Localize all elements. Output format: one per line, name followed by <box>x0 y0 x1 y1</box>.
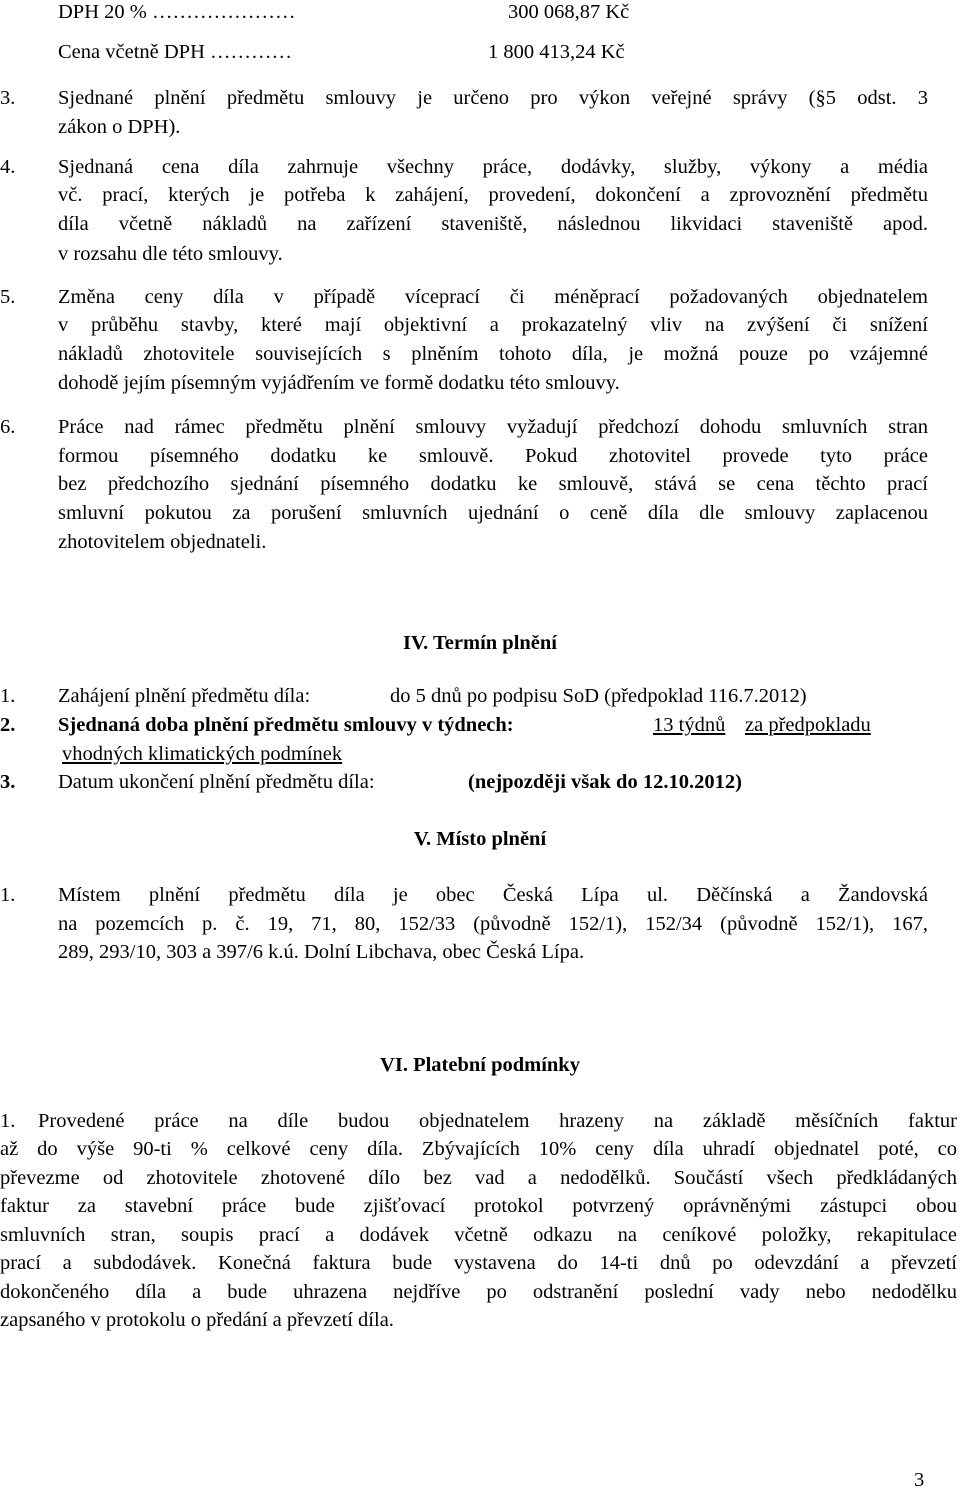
vat-label: DPH 20 % ………………… <box>58 1 296 23</box>
iv-item-1-number: 1. <box>0 685 16 707</box>
vi-item-1-line-3: převezme od zhotovitele zhotovené dílo bez vad a nedodělků. Součástí všech předkládaných <box>0 1167 957 1189</box>
vi-item-1-line-1: Provedené práce na díle budou objednatelem hrazeny na základě měsíčních faktur <box>38 1110 957 1132</box>
vi-item-1-line-6: prací a subdodávek. Konečná faktura bude vystavena do 14-ti dnů po odevzdání a převzetí <box>0 1252 957 1274</box>
v-item-1-line-3: 289, 293/10, 303 a 397/6 k.ú. Dolní Libchava, obec Česká Lípa. <box>58 941 585 963</box>
iv-item-2-number: 2. <box>0 714 16 736</box>
v-item-1-line-2: na pozemcích p. č. 19, 71, 80, 152/33 (původně 152/1), 152/34 (původně 152/1), 167, <box>58 913 928 935</box>
vi-item-1-line-4: faktur za stavební práce bude zjišťovací protokol potvrzený oprávněnými zástupci obou <box>0 1195 957 1217</box>
item-4-line-2: vč. prací, kterých je potřeba k zahájení, provedení, dokončení a zprovoznění předmětu <box>58 184 928 206</box>
item-4-line-4: v rozsahu dle této smlouvy. <box>58 243 283 265</box>
item-6-line-1: Práce nad rámec předmětu plnění smlouvy vyžadují předchozí dohodu smluvních stran <box>58 416 928 438</box>
item-4-number: 4. <box>0 156 16 178</box>
vi-item-1-number: 1. <box>0 1110 16 1132</box>
item-5-line-3: nákladů zhotovitele souvisejících s plněním tohoto díla, je možná pouze po vzájemné <box>58 343 928 365</box>
iv-item-3-label: Datum ukončení plnění předmětu díla: <box>58 771 375 793</box>
page-number: 3 <box>914 1469 925 1491</box>
iv-item-1-label: Zahájení plnění předmětu díla: <box>58 685 311 707</box>
vi-item-1-line-2: až do výše 90-ti % celkové ceny díla. Zbývajících 10% ceny díla uhradí objednatel poté, co <box>0 1138 957 1160</box>
item-6-number: 6. <box>0 416 16 438</box>
iv-item-3-value: (nejpozději však do 12.10.2012) <box>468 771 742 793</box>
total-value: 1 800 413,24 Kč <box>488 41 625 63</box>
item-3-line-2: zákon o DPH). <box>58 116 181 138</box>
item-3-line-1: Sjednané plnění předmětu smlouvy je určeno pro výkon veřejné správy (§5 odst. 3 <box>58 87 928 109</box>
section-v-heading: V. Místo plnění <box>413 828 547 850</box>
item-4-line-3: díla včetně nákladů na zařízení staveniště, následnou likvidaci staveniště apod. <box>58 213 928 235</box>
item-4-line-1: Sjednaná cena díla zahrnuje všechny práce, dodávky, služby, výkony a média <box>58 156 928 178</box>
vat-value: 300 068,87 Kč <box>508 1 630 23</box>
item-5-line-1: Změna ceny díla v případě víceprací či méněprací požadovaných objednatelem <box>58 286 928 308</box>
item-6-line-3: bez předchozího sjednání písemného dodatku ke smlouvě, stává se cena těchto prací <box>58 473 928 495</box>
item-6-line-5: zhotovitelem objednateli. <box>58 531 267 553</box>
iv-item-2-condition: za předpokladu <box>745 714 871 736</box>
total-label: Cena včetně DPH ………… <box>58 41 292 63</box>
item-5-line-2: v průběhu stavby, které mají objektivní a prokazatelný vliv na zvýšení či snížení <box>58 314 928 336</box>
item-6-line-4: smluvní pokutou za porušení smluvních ujednání o ceně díla dle smlouvy zaplacenou <box>58 502 928 524</box>
item-5-number: 5. <box>0 286 16 308</box>
section-iv-heading: IV. Termín plnění <box>402 632 557 654</box>
section-vi-heading: VI. Platební podmínky <box>380 1054 580 1076</box>
vi-item-1-line-5: smluvních stran, soupis prací a dodávek včetně odkazu na ceníkové položky, rekapitulace <box>0 1224 957 1246</box>
iv-item-3-number: 3. <box>0 771 16 793</box>
item-3-number: 3. <box>0 87 16 109</box>
iv-item-2-line-2: vhodných klimatických podmínek <box>62 743 343 765</box>
iv-item-2-label: Sjednaná doba plnění předmětu smlouvy v týdnech: <box>58 714 514 736</box>
item-5-line-4: dohodě jejím písemným vyjádřením ve formě dodatku této smlouvy. <box>58 372 620 394</box>
item-6-line-2: formou písemného dodatku ke smlouvě. Pokud zhotovitel provede tyto práce <box>58 445 928 467</box>
iv-item-2-weeks: 13 týdnů <box>653 714 726 736</box>
vi-item-1-line-7: dokončeného díla a bude uhrazena nejdříve po odstranění poslední vady nebo nedodělku <box>0 1281 957 1303</box>
v-item-1-line-1: Místem plnění předmětu díla je obec Česká Lípa ul. Děčínská a Žandovská <box>58 884 928 906</box>
v-item-1-number: 1. <box>0 884 16 906</box>
vi-item-1-line-8: zapsaného v protokolu o předání a převzetí díla. <box>0 1309 394 1331</box>
iv-item-1-value: do 5 dnů po podpisu SoD (předpoklad 116.7.2012) <box>390 685 807 707</box>
